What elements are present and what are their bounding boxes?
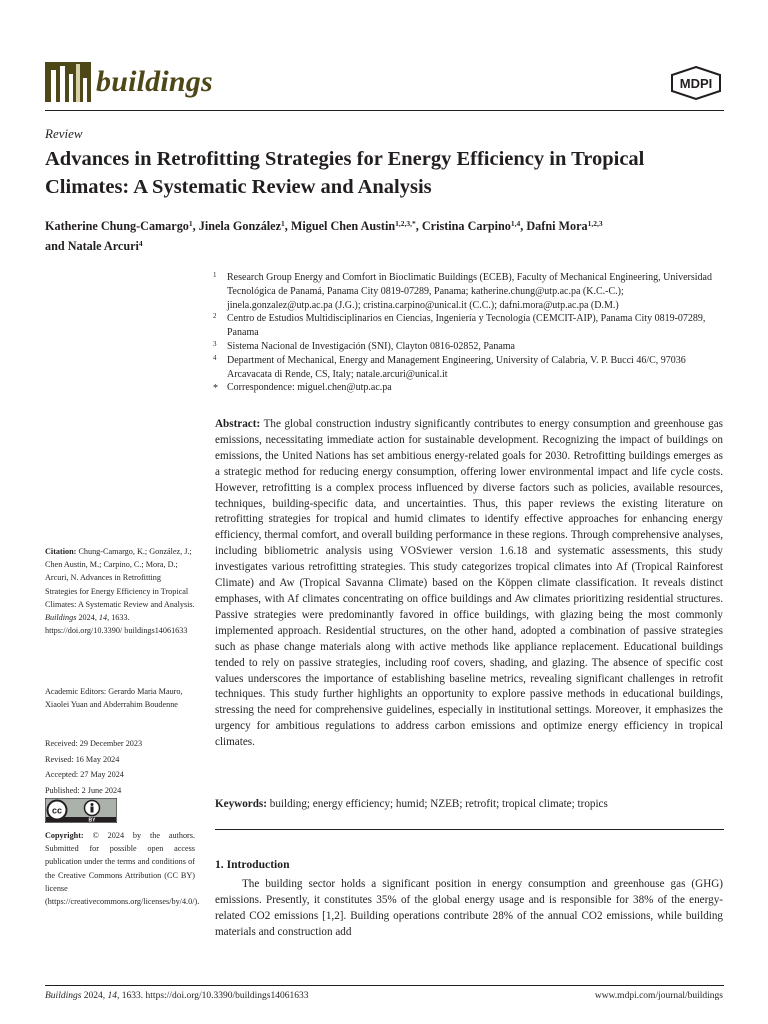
author-affiliation-marker: 1,2,3,* <box>395 219 416 228</box>
abstract-text: The global construction industry significantly contributes to energy consumption and greenhouse gas emissions, necessitating immediate action for sustainable development. Recognizing the impact of buildings on emissions, the United Nations has set ambitious energy-related goals for 2030. Retrofitting buildings emerges as a strategic method for reducing energy consumption, offering lower environmental impact and life cycle costs. However, retrofitting is a complex process influenced by diverse factors such as policies, available resources, techniques, building-specific data, and uncertainties. Thus, this paper reviews the existing literature on retrofitting strategies for tropical and humid climates to identify effective approaches for enhancing energy efficiency, thermal comfort, and overall building performance in these regions. Through comprehensive analyses, including bibliometric analysis using VOSviewer version 1.6.18 and systematic assessments, this study investigates various retrofitting strategies. This study categorizes tropical climates into Af (Tropical Rainforest Climate) and Aw (Tropical Savanna Climate) based on the Köppen climate classification. It reveals distinct emphases, with Af climates concentrating on office buildings and Aw climates prioritizing residential structures. Passive strategies were predominantly favored in office buildings, with glazing being the most commonly implemented approach. Residential structures, on the other hand, adopted a combination of passive strategies such as phase change materials along with active methods like appliance replacement. Educational buildings tended to rely on passive strategies, including roof covers, shading, and glazing. The absence of specific cost values underscores the importance of establishing baseline metrics, revealing significant challenges in retrofit techniques. This study further highlights an opportunity to explore passive methods in educational buildings, stressing the need for comprehensive guidelines, especially in institutional settings. Moreover, it emphasizes the urgency for ambitious regulations to address carbon emissions and optimize energy efficiency in tropical climates. <box>215 418 723 749</box>
keywords <box>215 797 723 813</box>
cc-badge-label: BY <box>88 817 96 823</box>
affiliation-text: Sistema Nacional de Investigación (SNI), Clayton 0816-02852, Panama <box>227 340 515 352</box>
svg-text:cc: cc <box>51 805 63 816</box>
copyright-label: Copyright: <box>45 831 84 840</box>
mdpi-logo-text: MDPI <box>679 76 713 91</box>
affiliation-marker: 4 <box>213 353 217 362</box>
article-title: Advances in Retrofitting Strategies for Energy Efficiency in Tropical Climates: A Systematic Review and Analysis <box>45 148 645 198</box>
author-name[interactable]: Dafni Mora <box>526 219 588 233</box>
author-name[interactable]: Cristina Carpino <box>421 219 511 233</box>
author-affiliation-marker: 1 <box>281 219 285 228</box>
affiliation-item <box>213 354 725 382</box>
author-name[interactable]: Miguel Chen Austin <box>290 219 396 233</box>
accepted-date: Accepted: 27 May 2024 <box>45 770 124 779</box>
author-separator: , <box>284 219 291 233</box>
affiliation-marker: 3 <box>213 339 217 348</box>
author-affiliation-marker: 1,4 <box>510 219 521 228</box>
abstract-label: Abstract: <box>215 418 261 430</box>
footer-year: 2024, <box>83 991 106 1001</box>
affiliation-text: Research Group Energy and Comfort in Bioclimatic Buildings (ECEB), Faculty of Mechanical Engineering, Universidad Tecnológica de Panamá, Panama City 0819-07289, Panama; katherine.chung@utp.ac.pa (K.C.-C.); jinela.gonzalez@utp.ac.pa (J.G.); cristina.carpino@unical.it (C.C.); dafni.mora@utp.ac.pa (D.M.) <box>227 272 712 311</box>
author-name[interactable]: Jinela González <box>198 219 281 233</box>
copyright-text: © 2024 by the authors. Submitted for possible open access publication under the terms and conditions of the Creative Commons Attribution (CC BY) license (https://creativecommons.org/licenses/by/4.0/). <box>45 831 200 907</box>
keywords-label: Keywords: <box>215 798 267 810</box>
affiliation-marker: 2 <box>213 312 217 321</box>
journal-name: buildings <box>96 65 213 98</box>
author-list <box>45 215 725 255</box>
author-separator: , <box>415 219 422 233</box>
cc-by-license-icon[interactable] <box>45 798 117 823</box>
keywords-text: building; energy efficiency; humid; NZEB; retrofit; tropical climate; tropics <box>269 798 608 810</box>
received-date: Received: 29 December 2023 <box>45 739 143 748</box>
academic-editors: Academic Editors: Gerardo Maria Mauro, Xiaolei Yuan and Abderrahim Boudenne <box>45 687 183 710</box>
citation-journal: Buildings <box>45 613 77 623</box>
section-heading-introduction: 1. Introduction <box>215 858 290 871</box>
footer-journal: Buildings <box>45 991 82 1001</box>
author-affiliation-marker: 1 <box>188 219 193 228</box>
citation-label: Citation: <box>45 547 77 556</box>
header-divider <box>45 110 724 111</box>
author-separator: , <box>520 219 527 233</box>
citation-text: Chung-Camargo, K.; González, J.; Chen Austin, M.; Carpino, C.; Mora, D.; Arcuri, N. Advances in Retrofitting Strategies for Energy Efficiency in Tropical Climates: A Systematic Review and Analysis. <box>45 547 195 609</box>
affiliation-text: Department of Mechanical, Energy and Management Engineering, University of Calabria, V. P. Bucci 46/C, 97036 Arcavacata di Rende, CS, Italy; natale.arcuri@unical.it <box>227 354 686 380</box>
affiliation-item <box>213 312 725 340</box>
footer-citation <box>45 991 308 1001</box>
citation-volume: 14, <box>98 613 110 623</box>
copyright-notice <box>45 829 200 908</box>
intro-paragraph: The building sector holds a significant position in energy consumption and greenhouse gas (GHG) emissions. Presently, it constitutes 35% of the global energy usage and is responsible for 38% of the energy-related CO2 emissions [1,2]. Building operations contribute 28% of the annual CO2 emissions, while building materials and construction add <box>215 878 723 938</box>
abstract <box>215 417 723 751</box>
footer-volume: 14, <box>107 991 120 1001</box>
author-separator: , <box>192 219 199 233</box>
author-name[interactable]: and Natale Arcuri <box>45 239 139 253</box>
article-type: Review <box>45 126 83 141</box>
mdpi-logo-icon <box>668 66 724 100</box>
author-name[interactable]: Katherine Chung-Camargo <box>45 219 189 233</box>
revised-date: Revised: 16 May 2024 <box>45 754 120 764</box>
citation-block <box>45 545 195 637</box>
footer-doi[interactable]: 1633. https://doi.org/10.3390/buildings14061633 <box>121 991 309 1001</box>
affiliation-list <box>213 271 725 395</box>
author-affiliation-marker: 1,2,3 <box>587 219 603 228</box>
published-date: Published: 2 June 2024 <box>45 785 122 795</box>
affiliation-marker: 1 <box>213 271 217 279</box>
buildings-logo-icon <box>45 62 91 102</box>
affiliation-item <box>213 340 725 354</box>
section-divider <box>215 829 724 830</box>
citation-year: 2024, <box>78 613 97 623</box>
footer-divider <box>45 985 724 986</box>
affiliation-text: Correspondence: miguel.chen@utp.ac.pa <box>227 382 392 394</box>
affiliation-text: Centro de Estudios Multidisciplinarios en Ciencias, Ingeniería y Tecnología (CEMCIT-AIP), Panama City 0819-07289, Panama <box>227 313 706 339</box>
dates-block <box>45 736 195 798</box>
affiliation-item <box>213 381 725 395</box>
footer-journal-url[interactable]: www.mdpi.com/journal/buildings <box>594 991 723 1001</box>
affiliation-marker: * <box>213 383 218 395</box>
author-affiliation-marker: 4 <box>138 239 143 248</box>
citation-doi[interactable]: 1633. https://doi.org/10.3390/ buildings14061633 <box>45 613 188 636</box>
affiliation-item <box>213 271 725 312</box>
